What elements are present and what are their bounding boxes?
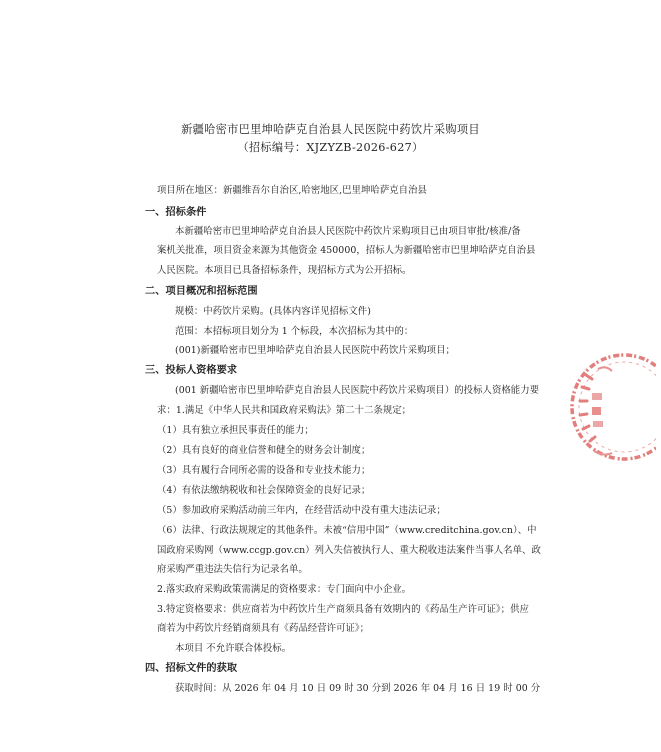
document-title: 新疆哈密市巴里坤哈萨克自治县人民医院中药饮片采购项目 — [181, 123, 480, 136]
paragraph-line: 案机关批准，项目资金来源为其他资金 450000，招标人为新疆哈密市巴里坤哈萨克自治县 — [157, 245, 536, 256]
paragraph-line: 求：1.满足《中华人民共和国政府采购法》第二十二条规定； — [157, 405, 412, 416]
red-seal-stamp — [546, 345, 656, 475]
section-heading-1: 一、招标条件 — [145, 207, 207, 218]
bid-number: （招标编号：XJZYZB-2026-627） — [237, 141, 424, 154]
paragraph-line: 获取时间：从 2026 年 04 月 10 日 09 时 30 分到 2026 年 04 月 16 日 19 时 00 分 — [175, 683, 541, 694]
list-item: （2）具有良好的商业信誉和健全的财务会计制度； — [157, 445, 371, 456]
project-location: 项目所在地区：新疆维吾尔自治区,哈密地区,巴里坤哈萨克自治县 — [157, 185, 427, 196]
list-item: （5）参加政府采购活动前三年内，在经营活动中没有重大违法记录； — [157, 505, 446, 516]
section-heading-2: 二、项目概况和招标范围 — [145, 286, 258, 297]
paragraph-line: 国政府采购网（www.ccgp.gov.cn）列入失信被执行人、重大税收违法案件当事人名单、政 — [157, 545, 541, 556]
paragraph-line: 人民医院。本项目已具备招标条件，现招标方式为公开招标。 — [157, 265, 412, 276]
paragraph-line: 本新疆哈密市巴里坤哈萨克自治县人民医院中药饮片采购项目已由项目审批/核准/备 — [175, 226, 521, 237]
paragraph-line: 商若为中药饮片经销商须具有《药品经营许可证》； — [157, 623, 370, 634]
list-item: （1）具有独立承担民事责任的能力； — [157, 425, 314, 436]
paragraph-line: 3.特定资格要求：供应商若为中药饮片生产商须具备有效期内的《药品生产许可证》；供应 — [157, 604, 529, 615]
section-heading-3: 三、投标人资格要求 — [145, 365, 238, 376]
paragraph-line: (001)新疆哈密市巴里坤哈萨克自治县人民医院中药饮片采购项目； — [175, 345, 455, 356]
section-heading-4: 四、招标文件的获取 — [145, 663, 238, 674]
list-item: （6）法律、行政法规规定的其他条件。未被“信用中国”（www.creditchina.gov.cn）、中 — [157, 525, 537, 536]
paragraph-line: 本项目 不允许联合体投标。 — [175, 643, 292, 654]
paragraph-line: 范围：本招标项目划分为 1 个标段，本次招标为其中的： — [175, 326, 414, 337]
list-item: （4）有依法缴纳税收和社会保障资金的良好记录； — [157, 485, 371, 496]
paragraph-line: 府采购严重违法失信行为记录名单。 — [157, 564, 308, 575]
paragraph-line: 2.落实政府采购政策需满足的资格要求：专门面向中小企业。 — [157, 584, 412, 595]
paragraph-line: (001 新疆哈密市巴里坤哈萨克自治县人民医院中药饮片采购项目）的投标人资格能力要 — [175, 385, 540, 396]
list-item: （3）具有履行合同所必需的设备和专业技术能力； — [157, 465, 371, 476]
paragraph-line: 规模：中药饮片采购。(具体内容详见招标文件) — [175, 306, 371, 317]
